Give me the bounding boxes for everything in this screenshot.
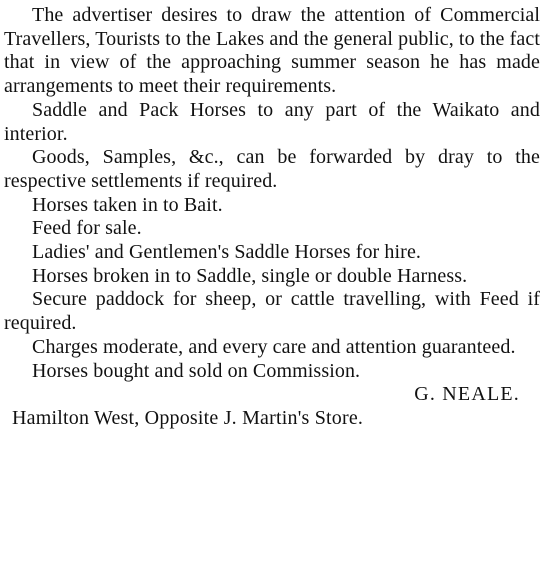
saddle-horses-hire-paragraph: Ladies' and Gentlemen's Saddle Horses for hire. bbox=[32, 241, 422, 264]
charges-paragraph: Charges moderate, and every care and attention guaranteed. bbox=[32, 335, 516, 358]
advertiser-address: Hamilton West, Opposite J. Martin's Store. bbox=[12, 406, 364, 429]
paddock-paragraph: Secure paddock for sheep, or cattle travelling, with Feed if required. bbox=[4, 288, 540, 335]
feed-paragraph: Feed for sale. bbox=[32, 217, 142, 240]
horses-broken-paragraph: Horses broken in to Saddle, single or double Harness. bbox=[32, 264, 468, 287]
advertiser-signature: G. NEALE. bbox=[414, 383, 520, 406]
saddle-pack-horses-paragraph: Saddle and Pack Horses to any part of the Waikato and interior. bbox=[4, 98, 540, 145]
advertisement-body bbox=[4, 4, 540, 431]
bait-paragraph: Horses taken in to Bait. bbox=[32, 193, 223, 216]
goods-forwarding-paragraph: Goods, Samples, &c., can be forwarded by dray to the respective settlements if required. bbox=[4, 146, 540, 192]
commission-paragraph: Horses bought and sold on Commission. bbox=[32, 359, 361, 382]
intro-paragraph: The advertiser desires to draw the attention of Commercial Travellers, Tourists to the Lakes and the general public, to the fact that in view of the approaching summer season he has made arrangements to meet their requirements. bbox=[4, 4, 540, 98]
